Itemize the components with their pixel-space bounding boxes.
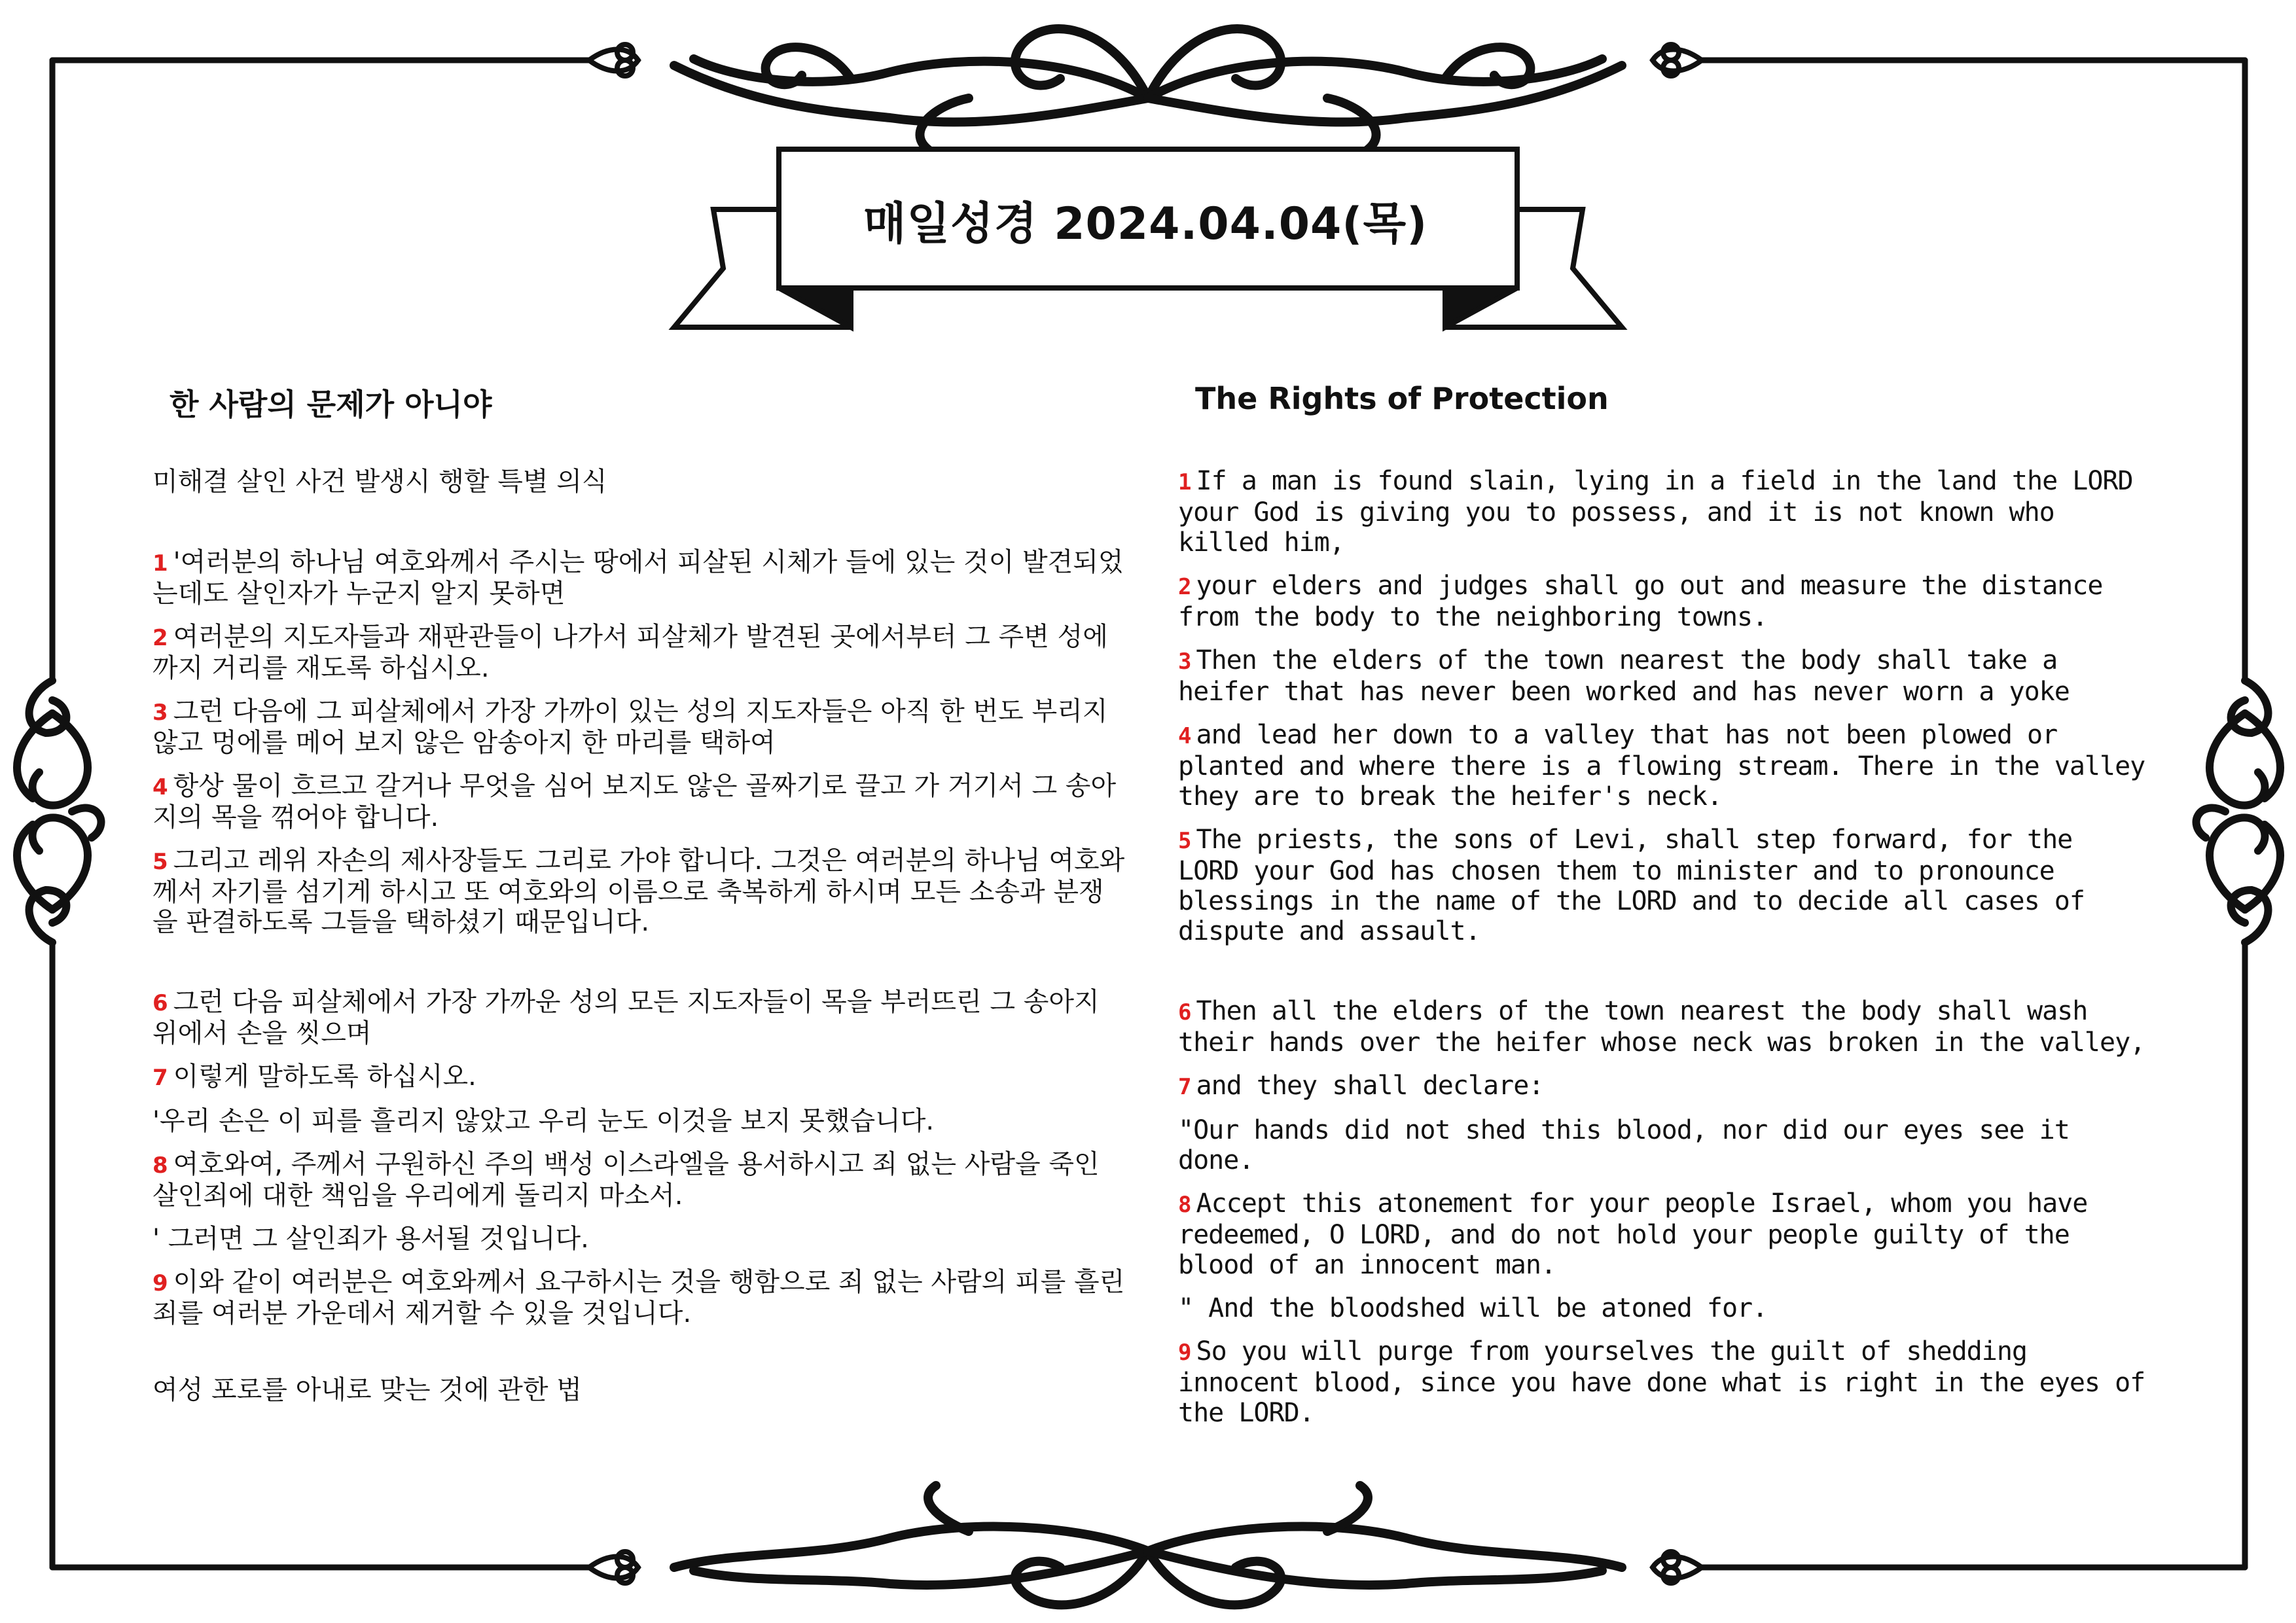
korean-column (152, 366, 1128, 1406)
verse (152, 696, 1128, 758)
verse (1178, 466, 2147, 558)
verse (152, 1267, 1128, 1329)
verse-number: 1 (1178, 469, 1191, 495)
verse-number: 5 (1178, 828, 1191, 854)
english-heading: The Rights of Protection (1195, 381, 1609, 416)
english-verses-1 (1178, 466, 2147, 946)
verse-text: 여호와여, 주께서 구원하신 주의 백성 이스라엘을 용서하시고 죄 없는 사람을 죽인 살인죄에 대한 책임을 우리에게 돌리지 마소서. (152, 1149, 1100, 1211)
verse (152, 1149, 1128, 1211)
top-ornament (674, 29, 1622, 151)
korean-verses-2 (152, 987, 1128, 1329)
verse (152, 1106, 1128, 1136)
verse-number: 7 (152, 1065, 168, 1091)
verse-text: your elders and judges shall go out and measure the distance from the body to the neighboring towns. (1178, 571, 2103, 632)
page-title: 매일성경 2024.04.04(목) (863, 198, 1428, 250)
verse-text: 이렇게 말하도록 하십시오. (173, 1061, 476, 1092)
verse (152, 622, 1128, 683)
verse-text: 여러분의 지도자들과 재판관들이 나가서 피살체가 발견된 곳에서부터 그 주변 성에까지 거리를 재도록 하십시오. (152, 622, 1108, 683)
verse-number: 8 (1178, 1192, 1191, 1218)
verse-text: If a man is found slain, lying in a field in the land the LORD your God is giving you to possess, and it is not known who killed him, (1178, 466, 2133, 558)
verse-number: 1 (152, 550, 168, 577)
verse-text: '우리 손은 이 피를 흘리지 않았고 우리 눈도 이것을 보지 못했습니다. (152, 1106, 935, 1136)
verse-number: 5 (152, 849, 168, 875)
verse-number: 4 (152, 774, 168, 800)
verse (1178, 1188, 2147, 1280)
verse (1178, 996, 2147, 1058)
verse-number: 3 (1178, 649, 1191, 675)
verse-text: '여러분의 하나님 여호와께서 주시는 땅에서 피살된 시체가 들에 있는 것이 발견되었는데도 살인자가 누군지 알지 못하면 (152, 547, 1124, 609)
verse-text: 이와 같이 여러분은 여호와께서 요구하시는 것을 행함으로 죄 없는 사람의 피를 흘린 죄를 여러분 가운데서 제거할 수 있을 것입니다. (152, 1267, 1125, 1329)
verse-text: The priests, the sons of Levi, shall step forward, for the LORD your God has chosen them to minister and to pronounce blessings in the name of the LORD and to decide all cases of dispute and assault. (1178, 825, 2085, 946)
verse-number: 4 (1178, 723, 1191, 749)
verse-text: So you will purge from yourselves the guilt of shedding innocent blood, since you have done what is right in the eyes of the LORD. (1178, 1336, 2145, 1428)
verse-text: 그런 다음 피살체에서 가장 가까운 성의 모든 지도자들이 목을 부러뜨린 그 송아지 위에서 손을 씻으며 (152, 987, 1100, 1048)
korean-verses-1 (152, 547, 1128, 937)
verse-number: 6 (1178, 999, 1191, 1026)
verse (1178, 1115, 2147, 1175)
verse-number: 9 (152, 1270, 168, 1296)
verse-text: Accept this atonement for your people Israel, whom you have redeemed, O LORD, and do not hold your people guilty of the blood of an innocent man. (1178, 1188, 2088, 1280)
verse (152, 1061, 1128, 1093)
side-ornament-left (17, 681, 101, 942)
verse (152, 547, 1128, 609)
verse-text: ' 그러면 그 살인죄가 용서될 것입니다. (152, 1224, 589, 1254)
verse-text: Then all the elders of the town nearest the body shall wash their hands over the heifer whose neck was broken in the valley, (1178, 996, 2145, 1058)
verse (1178, 720, 2147, 812)
bottom-ornament (674, 1486, 1622, 1605)
verse-number: 7 (1178, 1074, 1191, 1100)
verse-text: 그런 다음에 그 피살체에서 가장 가까이 있는 성의 지도자들은 아직 한 번도 부리지 않고 멍에를 메어 보지 않은 암송아지 한 마리를 택하여 (152, 696, 1108, 758)
verse (152, 846, 1128, 937)
verse (1178, 1071, 2147, 1102)
verse (152, 1224, 1128, 1254)
verse-text: " And the bloodshed will be atoned for. (1178, 1293, 1768, 1323)
english-verses-2 (1178, 996, 2147, 1428)
verse-number: 8 (152, 1152, 168, 1179)
verse-text: "Our hands did not shed this blood, nor did our eyes see it done. (1178, 1115, 2070, 1175)
verse (152, 771, 1128, 832)
verse-number: 9 (1178, 1340, 1191, 1366)
verse-text: 항상 물이 흐르고 갈거나 무엇을 심어 보지도 않은 골짜기로 끌고 가 거기서 그 송아지의 목을 꺾어야 합니다. (152, 771, 1117, 832)
korean-heading: 한 사람의 문제가 아니야 (170, 387, 492, 422)
english-column (1178, 366, 2147, 1441)
verse-number: 2 (1178, 574, 1191, 600)
verse-text: 그리고 레위 자손의 제사장들도 그리로 가야 합니다. 그것은 여러분의 하나님 여호와께서 자기를 섬기게 하시고 또 여호와의 이름으로 축복하게 하시며 모든 소송과 분쟁을 판결하도록 그들을 택하셨기 때문입니다. (152, 846, 1125, 937)
verse (1178, 571, 2147, 632)
verse (1178, 645, 2147, 707)
verse (1178, 825, 2147, 946)
verse (1178, 1336, 2147, 1428)
verse (1178, 1293, 2147, 1323)
korean-subtitle: 미해결 살인 사건 발생시 행할 특별 의식 (152, 467, 607, 497)
korean-next-section-title: 여성 포로를 아내로 맞는 것에 관한 법 (152, 1375, 582, 1405)
verse (152, 987, 1128, 1048)
verse-text: Then the elders of the town nearest the body shall take a heifer that has never been worked and has never worn a yoke (1178, 645, 2070, 707)
side-ornament-right (2197, 681, 2280, 942)
verse-text: and lead her down to a valley that has not been plowed or planted and where there is a flowing stream. There in the valley they are to break the heifer's neck. (1178, 720, 2145, 812)
verse-number: 2 (152, 625, 168, 651)
verse-number: 3 (152, 700, 168, 726)
verse-number: 6 (152, 990, 168, 1016)
verse-text: and they shall declare: (1196, 1071, 1544, 1101)
